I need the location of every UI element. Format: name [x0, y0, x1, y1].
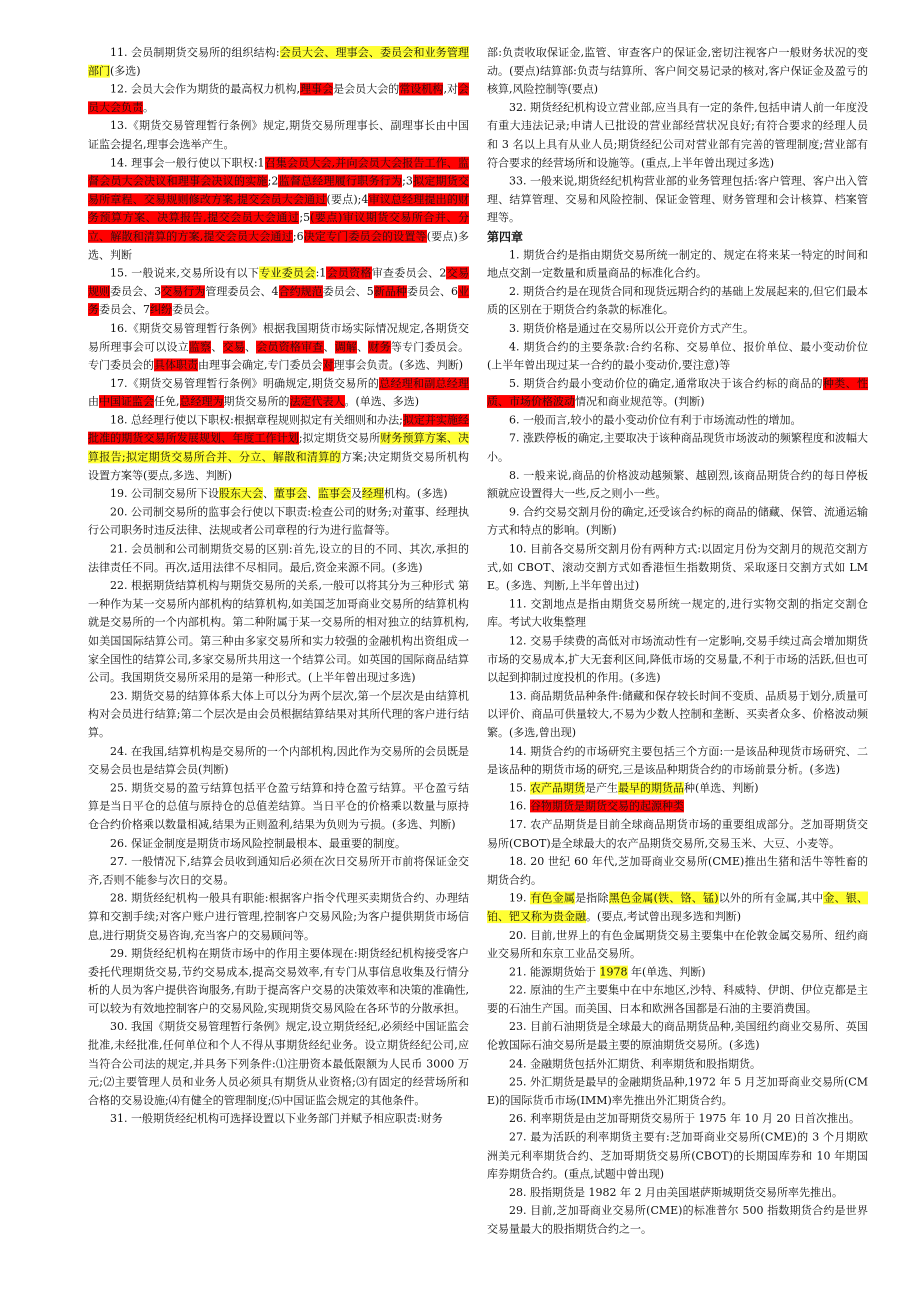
text-run: (多选) [110, 64, 141, 78]
red-highlight: 谷物期货是期货交易的起源种类 [530, 799, 684, 813]
text-run: 是产生 [585, 781, 618, 795]
paragraph [88, 743, 469, 780]
text-run: 、 [323, 340, 335, 354]
text-run: 27. 最为活跃的利率期货主要有:芝加哥商业交易所(CME)的 3 个月期欧洲美元利率期货合约、芝加哥期货交易所(CBOT)的长期国库券和 10 年期国库券期货合约。(重点,试题中曾出现) [487, 1130, 868, 1181]
paragraph [88, 375, 469, 412]
red-highlight: 调解 [334, 340, 358, 354]
text-run: 审查委员会、2 [371, 266, 447, 280]
paragraph [487, 246, 868, 283]
paragraph [487, 632, 868, 687]
paragraph [487, 430, 868, 467]
text-run: 18. 总经理行使以下职权:根据章程规则拟定有关细则和办法; [110, 413, 403, 427]
paragraph [487, 1019, 868, 1056]
red-highlight: 监督总经理履行职务行为 [278, 174, 403, 188]
text-run: 24. 金融期货包括外汇期货、利率期货和股指期货。 [509, 1057, 761, 1071]
paragraph [88, 1110, 469, 1128]
red-highlight: 具体职责 [154, 358, 198, 372]
text-run: 1. 期货合约是指由期货交易所统一制定的、规定在将来某一特定的时间和地点交割一定数量和质量商品的标准化合约。 [487, 248, 868, 280]
text-run: 17.《期货交易管理暂行条例》明确规定,期货交易所的 [110, 376, 380, 390]
paragraph [487, 779, 868, 797]
text-run: 由理事会确定,专门委员会 [198, 358, 323, 372]
yellow-highlight: 农产品期货 [530, 781, 585, 795]
red-highlight: 纠纷 [150, 303, 172, 317]
text-run: 33. 一般来说,期货经纪机构营业部的业务管理包括:客户管理、客户出入管理、结算管理、交易和风险控制、保证金管理、财务管理和会计核算、档案管理等。 [487, 174, 868, 225]
yellow-highlight: 股东大会 [219, 487, 263, 501]
text-run: 、 [307, 487, 318, 501]
text-run: 管理委员会、4 [205, 285, 279, 298]
red-highlight: 拟定并实施经批准的期货交易所发展规划、年度工作计划 [88, 413, 470, 445]
text-run: 。(单选、多选) [344, 395, 420, 409]
text-run: 部:负责收取保证金,监管、审查客户的保证金,密切注视客户一般财务状况的变动。(要点)结算部:负责与结算所、客户间交易记录的核对,客户保证金及盈亏的核算,风险控制等(要点) [487, 45, 868, 96]
red-highlight: 合约规范 [278, 285, 323, 298]
text-run: 任免, [154, 395, 180, 409]
text-run: 15. [509, 781, 530, 795]
paragraph [88, 504, 469, 541]
paragraph [487, 283, 868, 320]
text-run: 26. 保证金制度是期货市场风险控制最根本、最重要的制度。 [110, 836, 406, 850]
text-run: 等专门委员会。专门委员会的 [88, 340, 470, 372]
paragraph [88, 44, 469, 81]
yellow-highlight: 会员大会、理事会、委员会和业务管理部门 [88, 45, 469, 78]
paragraph [487, 853, 868, 890]
text-run: 26. 利率期货是由芝加哥期货交易所于 1975 年 10 月 20 日首次推出。 [509, 1112, 860, 1126]
paragraph [487, 540, 868, 595]
yellow-highlight: 最早的期货品 [618, 781, 684, 795]
red-highlight: 交易行为 [161, 285, 206, 298]
left-column [88, 44, 469, 1288]
red-highlight: 会员资格审查 [256, 340, 324, 354]
red-highlight: 中国证监会 [99, 395, 154, 409]
text-run: 期货交易所的 [223, 395, 290, 409]
text-run: 6. 一般而言,较小的最小变动价位有利于市场流动性的增加。 [509, 413, 802, 427]
text-run: ;5 [299, 211, 311, 225]
paragraph [88, 265, 469, 320]
paragraph [88, 577, 469, 687]
text-run: 5. 期货合约最小变动价位的确定,通常取决于该合约标的商品的 [509, 376, 823, 390]
text-run: 8. 一般来说,商品的价格波动越频繁、越剧烈,该商品期货合约的每日停板额就应设置得大一些,反之则小一些。 [487, 468, 868, 501]
text-run: 15. 一般说来,交易所设有以下 [110, 266, 260, 280]
text-run: 、 [357, 340, 369, 354]
text-run: 、 [211, 340, 223, 354]
text-run: 是会员大会的 [333, 82, 400, 96]
text-run: 12. 交易手续费的高低对市场流动性有一定影响,交易手续过高会增加期货市场的交易成本,扩大无套利区间,降低市场的交易量,不利于市场的活跃,但也可以起到抑制过度投机的作用。(多选) [487, 634, 868, 685]
text-run: 2. 期货合约是在现货合同和现货远期合约的基础上发展起来的,但它们最本质的区别在于期货合约条款的标准化。 [487, 285, 868, 317]
right-column [487, 44, 868, 1288]
paragraph [487, 982, 868, 1019]
paragraph [487, 504, 868, 541]
red-highlight: 审议总经理提出的财务预算方案、决算报告,提交会员大会通过 [88, 193, 470, 225]
paragraph [487, 927, 868, 964]
red-highlight: 召集会员大会,并向会员大会报告工作、监督会员大会决议和理事会决议的实施 [88, 156, 469, 188]
red-highlight: 监察 [188, 340, 212, 354]
text-run: 第四章 [487, 229, 524, 244]
text-run: 22. 原油的生产主要集中在中东地区,沙特、科威特、伊朗、伊位克都是主要的石油生产国。而美国、日本和欧洲各国都是石油的主要消费国。 [487, 983, 868, 1015]
text-run: 19. [509, 891, 531, 905]
red-highlight: 决定专门委员会的设置等 [303, 229, 427, 243]
red-highlight: (要点)审议期货交易所合并、分立、解散和清算的方案,提交会员大会通过 [88, 211, 469, 243]
yellow-highlight: 监事会 [318, 487, 351, 501]
text-run: 委员会、6 [406, 285, 459, 298]
yellow-highlight: 经理 [362, 487, 384, 501]
paragraph [487, 375, 868, 412]
text-run: ,对 [443, 82, 458, 96]
text-run: 机构。(多选) [384, 487, 448, 501]
text-run: 10. 目前各交易所交割月份有两种方式:以固定月份为交割月的规范交割方式,如 CBOT、滚动交割方式如香港恒生指数期货、采取逐日交割方式如 LME。(多选、判断,上半年曾出过) [487, 542, 868, 593]
text-run: 13. 商品期货品种条件:储藏和保存较长时间不变质、品质易于划分,质量可以评价、商品可供量较大,不易为少数人控制和垄断、买卖者众多、价格波动频繁。(多选,曾出现) [487, 689, 868, 740]
text-run: 17. 农产品期货是目前全球商品期货市场的重要组成部分。芝加哥期货交易所(CBOT)是全球最大的农产品期货交易所,交易玉米、大豆、小麦等。 [487, 818, 868, 850]
text-run: ;3 [402, 174, 413, 188]
text-run: 29. 期货经纪机构在期货市场中的作用主要体现在:期货经纪机构接受客户委托代理期货交易,节约交易成本,提高交易效率,有专门从事信息收集及行情分析的人员为客户提供咨询服务,有助于提高客户交易的决策效率和决策的准确性,可以较为有效地控制客户的交易风险,实现期货交易风险在各环节的分散承担。 [88, 946, 469, 1015]
red-highlight: 会员大会负责 [88, 82, 469, 114]
chapter-heading [487, 228, 868, 246]
text-run: 。(要点,考试曾出现多选和判断) [586, 910, 742, 924]
text-run: 18. 20 世纪 60 年代,芝加哥商业交易所(CME)推出生猪和活牛等牲畜的期货合约。 [487, 855, 868, 887]
red-highlight: 交易 [222, 340, 246, 354]
text-run: 委员会、7 [99, 303, 150, 317]
text-run: 23. 目前石油期货是全球最大的商品期货品种,美国纽约商业交易所、英国伦敦国际石油交易所是最主要的原油期货交易所。(多选) [487, 1020, 868, 1052]
text-run: 方案;决定期货交易所机构设置方案等(要点,多选、判断) [88, 450, 469, 482]
text-run: 以外的所有金属,其中 [718, 891, 824, 905]
paragraph [88, 118, 469, 155]
paragraph [487, 743, 868, 780]
paragraph [88, 779, 469, 834]
red-highlight: 拟定期货交易所章程、交易规则修改方案,提交会员大会通过 [88, 174, 470, 206]
paragraph [487, 890, 868, 927]
paragraph [487, 173, 868, 228]
paragraph [487, 412, 868, 430]
yellow-highlight: 黑色金属(铁、铬、锰) [608, 891, 719, 905]
paragraph [487, 688, 868, 743]
paragraph [487, 1110, 868, 1128]
paragraph [88, 154, 469, 264]
text-run: 13.《期货交易管理暂行条例》规定,期货交易所理事长、副理事长由中国证监会提名,理事会选举产生。 [88, 119, 469, 151]
red-highlight: 常设机构 [399, 82, 444, 96]
text-run: 及 [351, 487, 362, 501]
text-run: 委员会、5 [322, 285, 374, 298]
red-highlight: 对 [322, 358, 334, 372]
paragraph [487, 1202, 868, 1239]
text-run: 29. 目前,芝加哥商业交易所(CME)的标准普尔 500 指数期货合约是世界交易量最大的股指期货合约之一。 [487, 1204, 868, 1236]
paragraph [88, 540, 469, 577]
paragraph [487, 320, 868, 338]
text-run: 19. 公司制交易所下设 [110, 487, 219, 501]
red-highlight: 种类、性质、市场价格波动 [487, 376, 868, 409]
paragraph [487, 1074, 868, 1111]
text-run: 、 [245, 340, 257, 354]
text-run: 21. 能源期货始于 [509, 965, 600, 979]
text-run: 23. 期货交易的结算体系大体上可以分为两个层次,第一个层次是由结算机构对会员进行结算;第二个层次是由会员根据结算结果对其所代理的客户进行结算。 [88, 689, 469, 740]
text-run: 年(单选、判断) [627, 965, 706, 979]
text-run: 32. 期货经纪机构设立营业部,应当具有一定的条件,包括申请人前一年度没有重大违法记录;申请人已批设的营业部经营状况良好;有符合要求的经理人员和 3 名以上具有从业人员;期货经纪公司对营业部有完善的管理制度;营业部有符合要求的经营场所和设施等。(重点,上半年曾出现过多选) [487, 101, 868, 170]
text-run: 31. 一般期货经纪机构可选择设置以下业务部门并赋予相应职责:财务 [110, 1112, 443, 1126]
red-highlight: 新品种 [373, 285, 407, 298]
text-run: 25. 期货交易的盈亏结算包括平仓盈亏结算和持仓盈亏结算。平仓盈亏结算是当日平仓的总值与原持仓的总值差结算。当日平仓的价格乘以数量与原持仓合约价格乘以数量相减,结果为正则盈利,结果为负则为亏损。(多选、判断) [88, 781, 469, 832]
text-run: 。 [143, 101, 154, 114]
paragraph [487, 596, 868, 633]
text-run: 25. 外汇期货是最早的金融期货品种,1972 年 5 月芝加哥商业交易所(CME)的国际货币市场(IMM)率先推出外汇期货合约。 [487, 1075, 868, 1107]
paragraph [88, 1019, 469, 1111]
paragraph [88, 320, 469, 375]
red-highlight: 法定代表人 [289, 395, 345, 409]
text-run: 情况和商业规范等。(判断) [575, 395, 705, 409]
text-run: 11. 交割地点是指由期货交易所统一规定的,进行实物交割的指定交割仓库。考试大收集整理 [487, 597, 868, 629]
text-run: 21. 会员制和公司制期货交易的区别:首先,设立的目的不同、其次,承担的法律责任不同。再次,适用法律不尽相同。最后,资金来源不同。(多选) [88, 542, 469, 574]
paragraph [88, 81, 469, 118]
text-run: ;2 [267, 174, 279, 188]
text-run: 委员会、3 [110, 285, 162, 298]
text-run: 、 [263, 487, 274, 501]
text-run: 24. 在我国,结算机构是交易所的一个内部机构,因此作为交易所的会员既是交易会员也是结算会员(判断) [88, 744, 469, 776]
paragraph [487, 44, 868, 99]
paragraph [487, 338, 868, 375]
text-run: 3. 期货价格是通过在交易所以公开竞价方式产生。 [509, 321, 754, 335]
text-run: 11. 会员制期货交易所的组织结构: [110, 45, 280, 59]
text-run: 27. 一般情况下,结算会员收到通知后必须在次日交易所开市前将保证金交齐,否则不能参与次日的交易。 [88, 855, 469, 887]
yellow-highlight: 有色金属 [530, 891, 576, 905]
text-run: (要点);4 [326, 193, 369, 206]
red-highlight: 总经理和副总经理 [379, 376, 469, 390]
red-highlight: 理事会 [300, 82, 334, 96]
text-run: 4. 期货合约的主要条款:合约名称、交易单位、报价单位、最小变动价位(上半年曾出现过某一合约的最小变动价,要注意)等 [487, 340, 868, 372]
text-run: 16.《期货交易管理暂行条例》根据我国期货市场实际情况规定,各期货交易所理事会可以设立 [88, 321, 469, 354]
text-run: :1 [315, 266, 327, 280]
text-run: 理事会负责。(多选、判断) [333, 358, 464, 372]
paragraph [487, 816, 868, 853]
paragraph [88, 688, 469, 743]
red-highlight: 业务 [88, 285, 470, 317]
paragraph [487, 963, 868, 981]
yellow-highlight: 董事会 [274, 487, 307, 501]
text-run: ;6 [292, 229, 304, 243]
paragraph [487, 99, 868, 173]
paragraph [88, 853, 469, 890]
paragraph [88, 485, 469, 503]
paragraph [88, 835, 469, 853]
text-run: 28. 期货经纪机构一般具有职能:根据客户指令代理买卖期货合约、办理结算和交割手续;对客户账户进行管理,控制客户交易风险;为客户提供期货市场信息,进行期货交易咨询,充当客户的交易顾问等。 [88, 891, 469, 942]
text-run: 14. 期货合约的市场研究主要包括三个方面:一是该品种现货市场研究、二是该品种的期货市场的研究,三是该品种期货合约的市场前景分析。(多选) [487, 744, 868, 776]
text-run: 是指除 [575, 891, 609, 905]
yellow-highlight: 金、银、铂、钯又称为贵金融 [487, 891, 869, 924]
text-run: 30. 我国《期货交易管理暂行条例》规定,设立期货经纪,必须经中国证监会批准,未经批准,任何单位和个人不得从事期货经纪业务。设立期货经纪公司,应当符合公司法的规定,并具务下列条件:⑴注册资本最低限额为人民币 3000 万元;⑵主要管理人员和业务人员必须具有期货从业资格;⑶有固定的经营场所和合格的交易设施;⑷有健全的管理制度;⑸中国证监会规定的其他条件。 [88, 1020, 469, 1107]
red-highlight: 交易规则 [88, 266, 470, 298]
text-run: (要点)多选、判断 [88, 229, 469, 262]
yellow-highlight: 1978 [599, 965, 628, 979]
yellow-highlight: 专业委员会 [259, 266, 316, 280]
yellow-highlight: 财务预算方案、决算报告;拟定期货交易所合并、分立、解散和清算的 [88, 432, 470, 464]
paragraph [487, 467, 868, 504]
text-run: 委员会。 [172, 303, 216, 317]
paragraph [88, 412, 469, 486]
text-run: 7. 涨跌停板的确定,主要取决于该种商品现货市场波动的频繁程度和波幅大小。 [487, 432, 868, 464]
paragraph [88, 890, 469, 945]
paragraph [487, 1129, 868, 1184]
paragraph [487, 798, 868, 816]
text-run: 14. 理事会一般行使以下职权:1 [110, 156, 265, 170]
red-highlight: 会员资格 [326, 266, 372, 280]
text-run: 由 [88, 395, 99, 409]
paragraph [487, 1184, 868, 1202]
red-highlight: 财务 [368, 340, 391, 354]
text-run: 16. [509, 799, 530, 813]
text-run: 种(单选、判断) [684, 781, 759, 795]
text-run: ;拟定期货交易所 [298, 432, 381, 445]
text-run: 22. 根据期货结算机构与期货交易所的关系,一般可以将其分为三种形式 第一种作为某一交易所内部机构的结算机构,如美国芝加哥商业交易所的结算机构就是交易所的一个内部机构。第二种附属于某一交易所的相对独立的结算机构,如美国国际结算公司。第三种由多家交易所和实力较强的金融机构出资组成一家全国性的结算公司,多家交易所共用这一个结算公司。如英国的国际商品结算公司。我国期货交易所采用的是第一种形式。(上半年曾出现过多选) [88, 579, 469, 685]
paragraph [487, 1055, 868, 1073]
text-run: 20. 目前,世界上的有色金属期货交易主要集中在伦敦金属交易所、纽约商业交易所和东京工业品交易所。 [487, 928, 868, 960]
text-run: 12. 会员大会作为期货的最高权力机构, [110, 82, 300, 96]
text-run: 20. 公司制交易所的监事会行使以下职责:检查公司的财务;对董事、经理执行公司职务时违反法律、法规或者公司章程的行为进行监督等。 [88, 505, 469, 537]
text-run: 28. 股指期货是 1982 年 2 月由美国堪萨斯城期货交易所率先推出。 [509, 1185, 843, 1199]
text-run: 9. 合约交易交割月份的确定,还受该合约标的商品的储藏、保管、流通运输方式和特点的影响。(判断) [487, 505, 868, 537]
red-highlight: 总经理为 [179, 395, 224, 409]
paragraph [88, 945, 469, 1019]
